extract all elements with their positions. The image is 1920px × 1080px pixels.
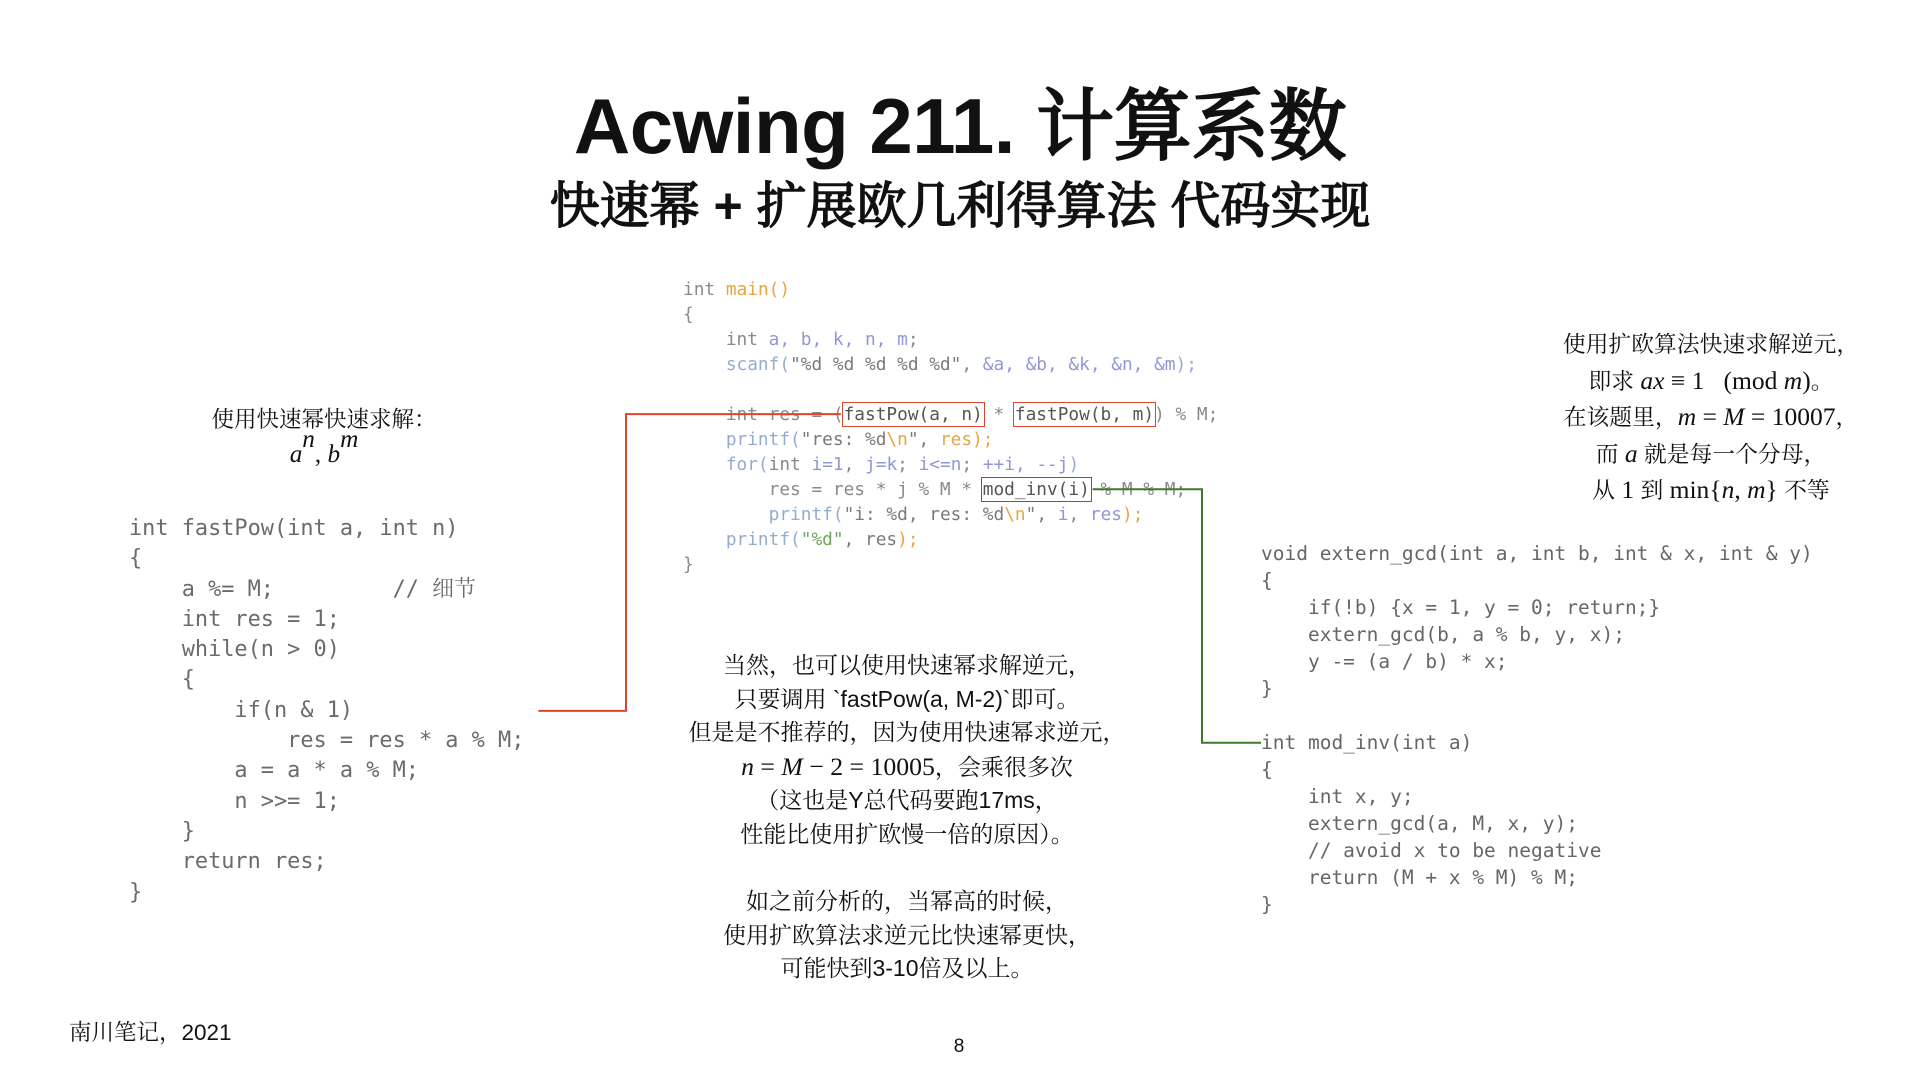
code-line bbox=[683, 477, 1218, 502]
code-token: res = res * j % M * bbox=[683, 478, 983, 500]
math-symbol: = bbox=[753, 751, 782, 781]
code-token: printf( bbox=[683, 528, 801, 550]
code-token: } bbox=[683, 553, 694, 575]
math-symbol: a bbox=[1624, 438, 1638, 468]
code-line: } bbox=[129, 879, 143, 905]
main-code-block bbox=[683, 277, 1218, 577]
code-token: ", bbox=[1025, 503, 1058, 525]
note-line: 只要调用 `fastPow(a, M-2)`即可。 bbox=[734, 685, 1080, 712]
code-line bbox=[683, 427, 1218, 452]
code-token: &a, &b, &k, &n, &m bbox=[982, 353, 1176, 375]
code-token: i bbox=[1057, 503, 1069, 525]
code-token: , bbox=[961, 353, 983, 375]
code-token: for( bbox=[683, 453, 769, 475]
code-line bbox=[683, 377, 1218, 402]
note-token: 在该题里， bbox=[1563, 404, 1678, 430]
fastpow-annotation bbox=[124, 402, 524, 472]
note-token: 即求 bbox=[1588, 367, 1641, 394]
code-token: ); bbox=[897, 528, 919, 550]
code-token: int bbox=[683, 328, 769, 350]
footer-author: 南川笔记，2021 bbox=[69, 1020, 232, 1045]
code-token: \n bbox=[1004, 503, 1026, 525]
math-symbol: = bbox=[1696, 402, 1724, 431]
math-symbol: b bbox=[327, 441, 341, 468]
code-token: "res: %d bbox=[800, 428, 887, 450]
code-token: j=k bbox=[865, 453, 898, 475]
code-line: extern_gcd(a, M, x, y); bbox=[1261, 812, 1578, 836]
note-token: 。 bbox=[1810, 367, 1834, 394]
code-line: int res = 1; bbox=[129, 606, 340, 632]
code-line: int fastPow(int a, int n) bbox=[129, 516, 459, 541]
note-line bbox=[1521, 436, 1901, 473]
math-symbol: = 10007 bbox=[1744, 402, 1836, 431]
code-line: } bbox=[129, 818, 195, 844]
slide-title: Acwing 211. 计算系数 bbox=[573, 82, 1347, 170]
highlight-box: fastPow(a, n) bbox=[843, 403, 983, 425]
math-symbol: } bbox=[1765, 475, 1778, 504]
note-token: 而 bbox=[1595, 440, 1625, 467]
note-line: 使用扩欧算法求逆元比快速幂更快， bbox=[723, 921, 1091, 948]
math-symbol: m bbox=[340, 425, 359, 453]
code-line: y -= (a / b) * x; bbox=[1261, 650, 1508, 674]
code-token: , bbox=[843, 453, 866, 475]
page-number: 8 bbox=[953, 1036, 965, 1057]
note-line: 性能比使用扩欧慢一倍的原因）。 bbox=[740, 820, 1074, 847]
code-line: return res; bbox=[129, 849, 327, 875]
code-token: int bbox=[768, 453, 812, 475]
code-token: "%d" bbox=[800, 528, 844, 550]
math-symbol: − 2 = 10005 bbox=[802, 751, 935, 781]
code-line: { bbox=[129, 546, 143, 572]
code-line bbox=[683, 502, 1218, 527]
code-line: { bbox=[1261, 569, 1273, 593]
note-line: 但是是不推荐的，因为使用快速幂求逆元， bbox=[688, 719, 1126, 746]
math-symbol: M bbox=[1723, 402, 1745, 431]
code-line bbox=[1261, 702, 1813, 729]
code-token: a, b, k, n, m bbox=[768, 328, 908, 350]
code-token: printf( bbox=[683, 503, 844, 525]
math-symbol: M bbox=[781, 751, 803, 781]
code-token: "%d %d %d %d %d" bbox=[790, 353, 962, 375]
note-line bbox=[1521, 472, 1901, 509]
code-token: , bbox=[1068, 503, 1090, 525]
code-token: int bbox=[683, 278, 726, 300]
code-token: res bbox=[1089, 503, 1122, 525]
note-token: 从 bbox=[1592, 477, 1622, 503]
code-line bbox=[683, 277, 1218, 302]
code-token: printf( bbox=[683, 428, 801, 450]
code-line: res = res * a % M; bbox=[129, 728, 525, 754]
highlight-box: mod_inv(i) bbox=[982, 478, 1090, 500]
code-line bbox=[683, 302, 1218, 327]
note-token: ，会乘很多次 bbox=[934, 753, 1073, 780]
math-symbol: m bbox=[1783, 365, 1803, 395]
code-line: if(n & 1) bbox=[129, 697, 354, 723]
note-line: 使用扩欧算法快速求解逆元， bbox=[1562, 331, 1860, 357]
code-line: // avoid x to be negative bbox=[1261, 839, 1602, 863]
code-line: { bbox=[129, 667, 195, 693]
code-line: int mod_inv(int a) bbox=[1261, 731, 1473, 755]
math-symbol: m bbox=[1677, 402, 1697, 431]
code-line: } bbox=[1261, 677, 1273, 701]
note-line bbox=[1521, 399, 1901, 436]
note-line: 当然，也可以使用快速幂求解逆元， bbox=[723, 652, 1091, 678]
math-symbol: ) bbox=[1802, 365, 1811, 395]
note-line: （这也是Y总代码要跑17ms， bbox=[756, 787, 1058, 814]
note-line bbox=[124, 425, 524, 472]
code-token: "i: %d, res: %d bbox=[843, 503, 1005, 525]
highlight-box: fastPow(b, m) bbox=[1014, 403, 1155, 425]
code-line bbox=[683, 452, 1218, 477]
code-line bbox=[683, 402, 1218, 427]
code-token: ", bbox=[907, 428, 940, 450]
code-line: if(!b) {x = 1, y = 0; return;} bbox=[1261, 596, 1661, 620]
code-token: scanf( bbox=[683, 353, 791, 375]
fastpow-code-block bbox=[129, 514, 524, 908]
code-line bbox=[683, 352, 1218, 377]
note-line: 使用快速幂快速求解： bbox=[211, 407, 437, 432]
math-symbol: , bbox=[1734, 475, 1748, 504]
math-symbol: , bbox=[314, 441, 328, 468]
code-token: { bbox=[683, 303, 694, 325]
code-token: ) % M; bbox=[1154, 403, 1219, 425]
note-line bbox=[557, 852, 1257, 886]
code-token: res bbox=[939, 428, 973, 450]
code-token: % M % M; bbox=[1089, 478, 1187, 500]
math-symbol: n bbox=[1721, 475, 1735, 504]
code-token: ) bbox=[1068, 453, 1080, 475]
code-line: a %= M; // 细节 bbox=[129, 576, 476, 602]
note-token: 不等 bbox=[1777, 477, 1830, 503]
extgcd-code-block bbox=[1261, 540, 1813, 918]
note-line: 可能快到3-10倍及以上。 bbox=[780, 955, 1034, 982]
code-token: ; bbox=[961, 453, 983, 475]
code-line: void extern_gcd(int a, int b, int & x, int & y) bbox=[1261, 542, 1813, 565]
code-line bbox=[683, 552, 1218, 577]
note-line bbox=[1521, 363, 1901, 400]
extgcd-annotation bbox=[1521, 327, 1901, 509]
math-symbol: min{ bbox=[1669, 475, 1722, 504]
code-line: extern_gcd(b, a % b, y, x); bbox=[1261, 623, 1625, 647]
note-token: 到 bbox=[1634, 477, 1670, 503]
code-token: , res bbox=[843, 528, 898, 550]
note-line bbox=[557, 750, 1257, 785]
code-line: a = a * a % M; bbox=[129, 758, 419, 784]
slide-subtitle: 快速幂 + 扩展欧几利得算法 代码实现 bbox=[549, 178, 1371, 234]
code-token: ); bbox=[1122, 503, 1144, 525]
code-token: \n bbox=[886, 428, 908, 450]
note-token: ， bbox=[1835, 404, 1859, 430]
math-symbol: ≡ 1 (mod bbox=[1664, 365, 1784, 395]
math-symbol: n bbox=[741, 751, 754, 781]
math-symbol: a bbox=[289, 441, 303, 468]
code-line: while(n > 0) bbox=[129, 637, 340, 663]
note-line: 如之前分析的，当幂高的时候， bbox=[746, 888, 1068, 915]
inverse-annotation bbox=[557, 649, 1257, 986]
code-token: int res = ( bbox=[683, 403, 844, 425]
math-symbol: ax bbox=[1640, 365, 1665, 395]
code-token: ++i, --j bbox=[982, 453, 1069, 475]
code-token: ; bbox=[897, 453, 919, 475]
code-line: { bbox=[1261, 758, 1273, 782]
code-token: main() bbox=[725, 278, 791, 300]
code-line: } bbox=[1261, 893, 1273, 917]
code-token: i<=n bbox=[918, 453, 962, 475]
code-token: i=1 bbox=[811, 453, 844, 475]
math-symbol: n bbox=[302, 425, 315, 453]
code-line: n >>= 1; bbox=[129, 788, 340, 814]
code-token: * bbox=[982, 403, 1015, 425]
code-line: return (M + x % M) % M; bbox=[1261, 866, 1578, 890]
math-symbol: 1 bbox=[1621, 475, 1635, 504]
note-token: 就是每一个分母， bbox=[1637, 440, 1827, 467]
code-token: ); bbox=[1175, 353, 1197, 375]
math-symbol: m bbox=[1747, 475, 1766, 504]
code-token: ; bbox=[907, 328, 919, 350]
code-line: int x, y; bbox=[1261, 785, 1414, 809]
code-line bbox=[683, 527, 1218, 552]
code-line bbox=[683, 327, 1218, 352]
code-token: ); bbox=[972, 428, 994, 450]
